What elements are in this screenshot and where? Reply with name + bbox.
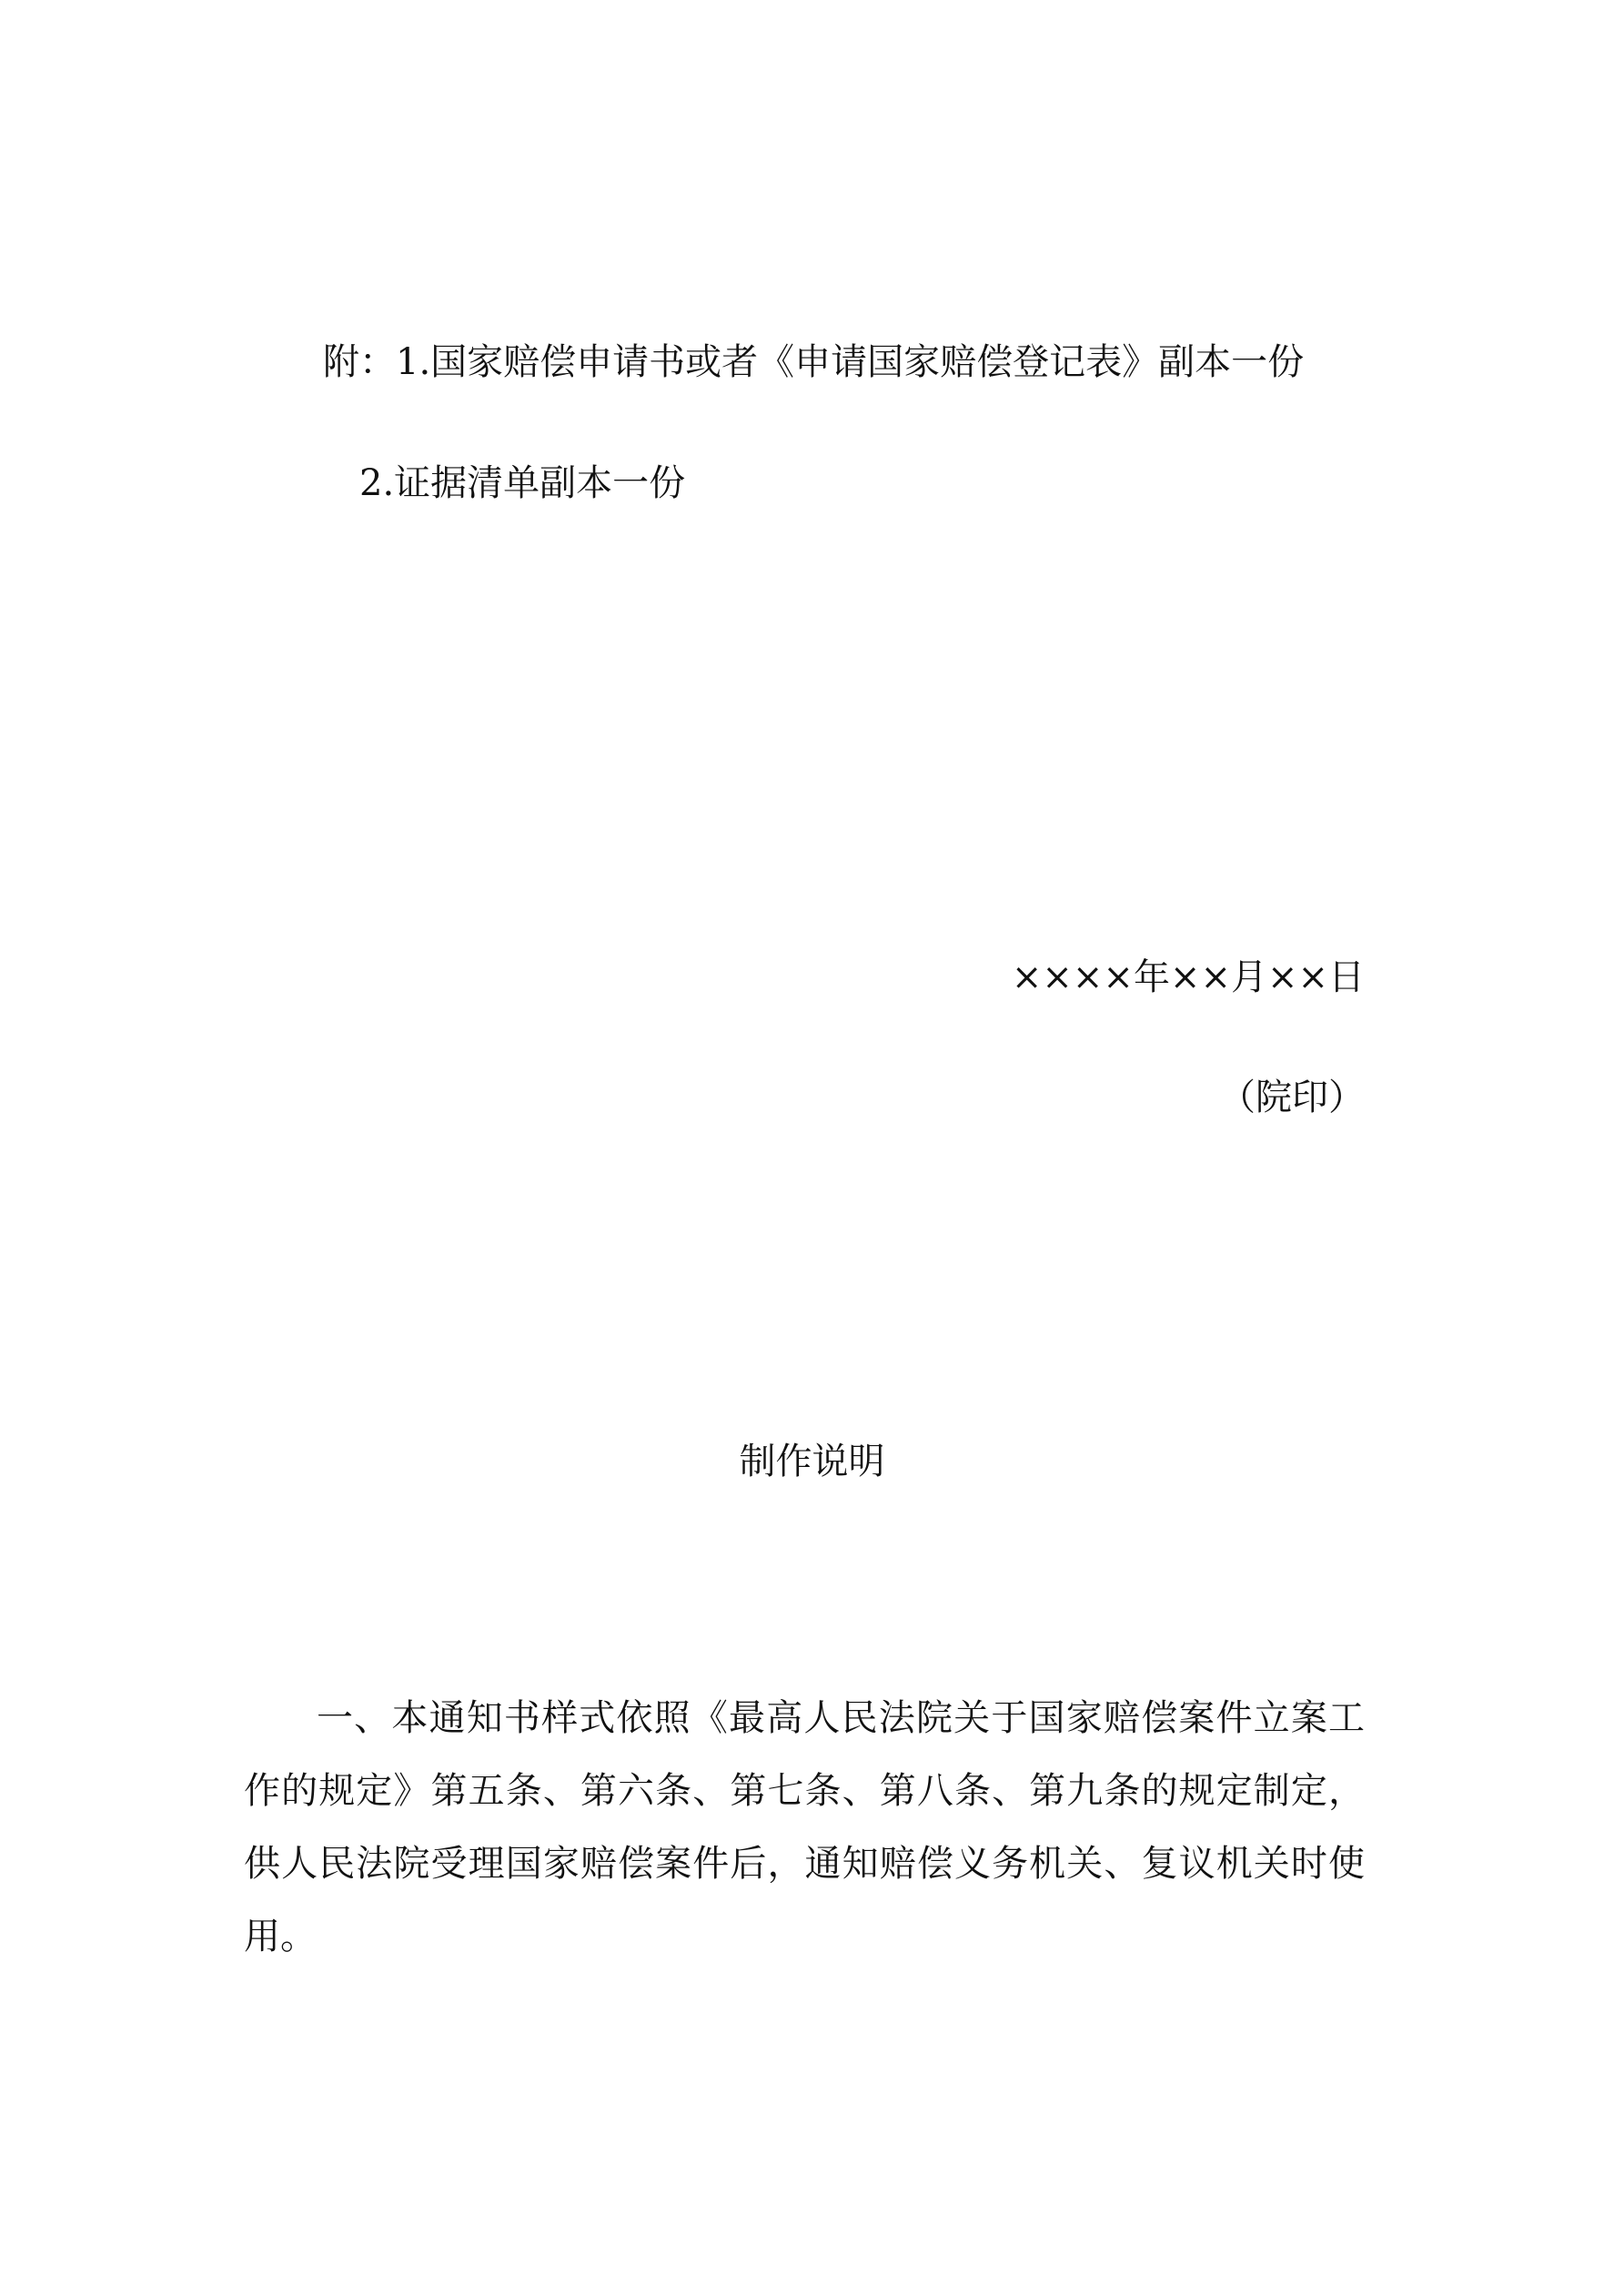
notes-paragraph-1: 一、本通知书样式依照《最高人民法院关于国家赔偿案件立案工作的规定》第五条、第六条、第七条、第八条、第九条的规定制定，供人民法院受理国家赔偿案件后，通知赔偿义务机关、复议机关时使用。	[244, 1697, 1365, 1957]
court-seal-note: （院印）	[1219, 1077, 1365, 1118]
attachment-line-1: 附：1.国家赔偿申请书或者《申请国家赔偿登记表》副本一份	[323, 341, 1305, 383]
signature-date: ××××年××月××日	[1011, 956, 1365, 998]
attachment-line-2: 2.证据清单副本一份	[359, 462, 686, 504]
notes-title: 制作说明	[739, 1441, 885, 1482]
